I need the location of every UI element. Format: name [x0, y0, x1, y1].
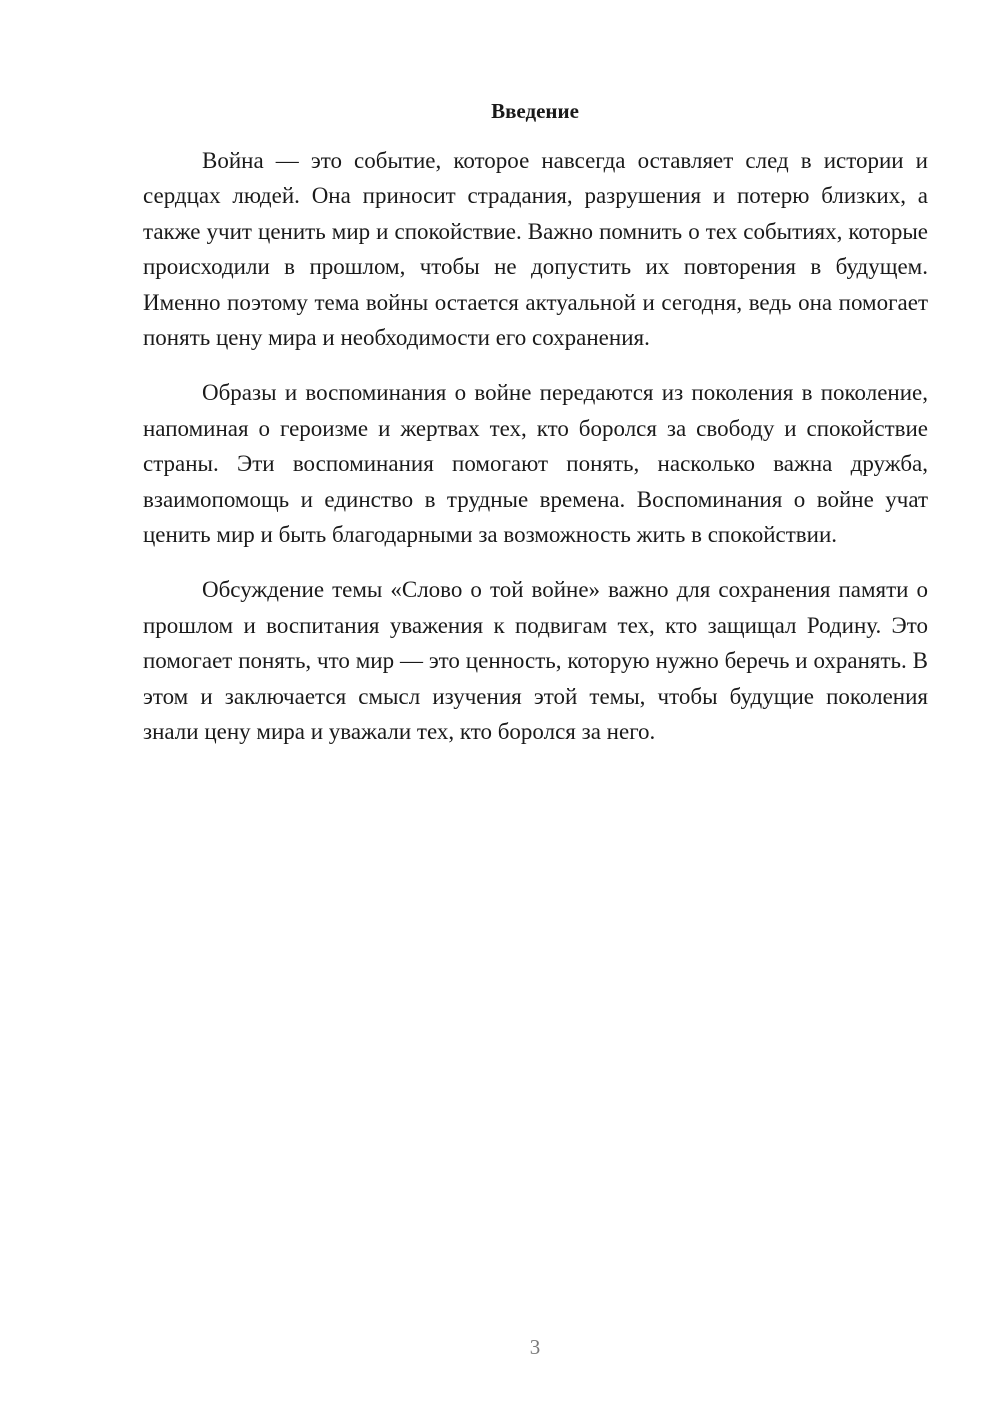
body-text — [143, 143, 928, 770]
paragraph-1: Война — это событие, которое навсегда оставляет след в истории и сердцах людей. Она приносит страдания, разрушения и потерю близких, а также учит ценить мир и спокойствие. Важно помнить о тех событиях, которые происходили в прошлом, чтобы не допустить их повторения в будущем. Именно поэтому тема войны остается актуальной и сегодня, ведь она помогает понять цену мира и необходимости его сохранения. — [143, 148, 928, 351]
page-number: 3 — [529, 1335, 541, 1359]
section-heading: Введение — [491, 99, 579, 123]
paragraph-3: Обсуждение темы «Слово о той войне» важно для сохранения памяти о прошлом и воспитания уважения к подвигам тех, кто защищал Родину. Это помогает понять, что мир — это ценность, которую нужно беречь и охранять. В этом и заключается смысл изучения этой темы, чтобы будущие поколения знали цену мира и уважали тех, кто боролся за него. — [143, 577, 928, 745]
paragraph-2: Образы и воспоминания о войне передаются из поколения в поколение, напоминая о героизме и жертвах тех, кто боролся за свободу и спокойствие страны. Эти воспоминания помогают понять, насколько важна дружба, взаимопомощь и единство в трудные времена. Воспоминания о войне учат ценить мир и быть благодарными за возможность жить в спокойствии. — [143, 380, 928, 548]
